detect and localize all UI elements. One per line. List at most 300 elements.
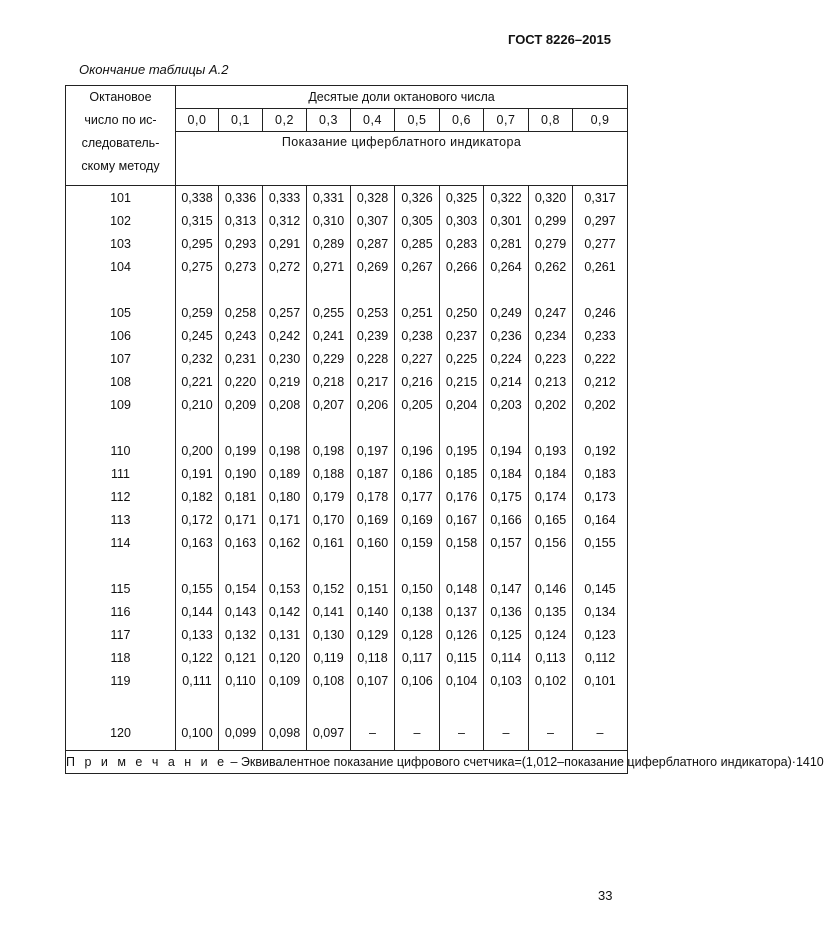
table-cell: 0,257	[263, 301, 307, 324]
table-cell: 0,190	[219, 462, 263, 485]
table-cell: 0,229	[307, 347, 351, 370]
table-cell: 0,326	[395, 186, 440, 210]
table-cell: 0,152	[307, 577, 351, 600]
table-cell: 0,275	[176, 255, 219, 278]
row-label: 120	[66, 715, 176, 751]
table-cell: 0,259	[176, 301, 219, 324]
table-cell: 0,184	[529, 462, 573, 485]
table-cell: 0,124	[529, 623, 573, 646]
spacer-cell	[351, 416, 395, 439]
table-cell: 0,100	[176, 715, 219, 751]
table-cell: 0,245	[176, 324, 219, 347]
column-header: 0,2	[263, 109, 307, 132]
spacer-cell	[66, 416, 176, 439]
table-row	[66, 324, 628, 347]
table-cell: 0,166	[484, 508, 529, 531]
table-row	[66, 393, 628, 416]
spacer-cell	[529, 278, 573, 301]
spacer-cell	[484, 692, 529, 715]
spacer-cell	[395, 554, 440, 577]
table-cell: 0,184	[484, 462, 529, 485]
table-cell: –	[440, 715, 484, 751]
table-cell: 0,186	[395, 462, 440, 485]
table-row	[66, 439, 628, 462]
table-cell: 0,107	[351, 669, 395, 692]
table-cell: 0,156	[529, 531, 573, 554]
table-cell: 0,205	[395, 393, 440, 416]
spacer-cell	[307, 692, 351, 715]
table-cell: 0,243	[219, 324, 263, 347]
table-cell: 0,220	[219, 370, 263, 393]
table-cell: 0,272	[263, 255, 307, 278]
table-cell: 0,222	[573, 347, 628, 370]
table-cell: 0,247	[529, 301, 573, 324]
table-cell: 0,322	[484, 186, 529, 210]
table-cell: 0,238	[395, 324, 440, 347]
table-cell: 0,223	[529, 347, 573, 370]
spacer-cell	[176, 692, 219, 715]
row-label: 105	[66, 301, 176, 324]
table-cell: 0,301	[484, 209, 529, 232]
table-row	[66, 232, 628, 255]
table-cell: 0,147	[484, 577, 529, 600]
table-row	[66, 669, 628, 692]
table-cell: 0,122	[176, 646, 219, 669]
spacer-cell	[395, 278, 440, 301]
table-cell: 0,217	[351, 370, 395, 393]
table-cell: 0,267	[395, 255, 440, 278]
column-header: 0,4	[351, 109, 395, 132]
table-cell: 0,195	[440, 439, 484, 462]
spacer-cell	[440, 278, 484, 301]
table-cell: 0,171	[219, 508, 263, 531]
table-row	[66, 508, 628, 531]
table-cell: 0,163	[219, 531, 263, 554]
row-label: 112	[66, 485, 176, 508]
row-label: 103	[66, 232, 176, 255]
table-cell: 0,172	[176, 508, 219, 531]
table-cell: 0,135	[529, 600, 573, 623]
table-cell: 0,233	[573, 324, 628, 347]
table-cell: 0,303	[440, 209, 484, 232]
column-header: 0,1	[219, 109, 263, 132]
table-cell: 0,160	[351, 531, 395, 554]
column-header: 0,7	[484, 109, 529, 132]
spacer-cell	[529, 554, 573, 577]
sub-header: Показание циферблатного индикатора	[176, 132, 628, 186]
table-cell: 0,196	[395, 439, 440, 462]
table-cell: 0,176	[440, 485, 484, 508]
table-cell: 0,099	[219, 715, 263, 751]
table-row	[66, 209, 628, 232]
table-row	[66, 186, 628, 210]
table-cell: –	[573, 715, 628, 751]
page-number: 33	[598, 888, 613, 903]
table-cell: –	[484, 715, 529, 751]
table-cell: 0,271	[307, 255, 351, 278]
table-row	[66, 646, 628, 669]
table-cell: 0,241	[307, 324, 351, 347]
table-cell: 0,134	[573, 600, 628, 623]
table-cell: 0,102	[529, 669, 573, 692]
table-row	[66, 715, 628, 751]
table-cell: 0,194	[484, 439, 529, 462]
table-cell: 0,150	[395, 577, 440, 600]
row-label: 116	[66, 600, 176, 623]
table-cell: 0,137	[440, 600, 484, 623]
table-cell: 0,336	[219, 186, 263, 210]
table-cell: 0,154	[219, 577, 263, 600]
table-cell: 0,230	[263, 347, 307, 370]
table-cell: 0,315	[176, 209, 219, 232]
table-cell: 0,193	[529, 439, 573, 462]
table-cell: 0,269	[351, 255, 395, 278]
table-cell: 0,104	[440, 669, 484, 692]
table-cell: 0,277	[573, 232, 628, 255]
table-cell: 0,206	[351, 393, 395, 416]
table-cell: 0,328	[351, 186, 395, 210]
column-header: 0,5	[395, 109, 440, 132]
table-cell: 0,163	[176, 531, 219, 554]
table-cell: 0,212	[573, 370, 628, 393]
standard-designation: ГОСТ 8226–2015	[508, 32, 611, 47]
table-cell: 0,234	[529, 324, 573, 347]
spacer-row	[66, 278, 628, 301]
table-cell: 0,145	[573, 577, 628, 600]
table-cell: 0,170	[307, 508, 351, 531]
table-cell: 0,180	[263, 485, 307, 508]
table-cell: 0,293	[219, 232, 263, 255]
table-row	[66, 623, 628, 646]
table-cell: 0,192	[573, 439, 628, 462]
table-cell: 0,151	[351, 577, 395, 600]
table-cell: 0,307	[351, 209, 395, 232]
spacer-row	[66, 416, 628, 439]
stub-header	[66, 86, 176, 186]
table-cell: 0,200	[176, 439, 219, 462]
table-cell: 0,218	[307, 370, 351, 393]
spacer-cell	[66, 692, 176, 715]
table-cell: 0,295	[176, 232, 219, 255]
table-cell: 0,112	[573, 646, 628, 669]
table-cell: 0,126	[440, 623, 484, 646]
spacer-cell	[176, 554, 219, 577]
row-label: 102	[66, 209, 176, 232]
table-row	[66, 301, 628, 324]
table-cell: 0,202	[529, 393, 573, 416]
table-cell: 0,101	[573, 669, 628, 692]
table-cell: 0,136	[484, 600, 529, 623]
table-cell: 0,214	[484, 370, 529, 393]
table-cell: 0,115	[440, 646, 484, 669]
table-cell: –	[351, 715, 395, 751]
row-label: 109	[66, 393, 176, 416]
table-cell: 0,209	[219, 393, 263, 416]
spacer-cell	[219, 278, 263, 301]
column-header: 0,9	[573, 109, 628, 132]
table-cell: –	[529, 715, 573, 751]
table-cell: 0,297	[573, 209, 628, 232]
table-cell: 0,232	[176, 347, 219, 370]
table-cell: 0,204	[440, 393, 484, 416]
table-cell: 0,153	[263, 577, 307, 600]
table-cell: 0,258	[219, 301, 263, 324]
table-cell: 0,215	[440, 370, 484, 393]
table-cell: 0,155	[176, 577, 219, 600]
row-label: 119	[66, 669, 176, 692]
table-cell: 0,279	[529, 232, 573, 255]
table-cell: 0,143	[219, 600, 263, 623]
table-cell: 0,130	[307, 623, 351, 646]
table-cell: 0,142	[263, 600, 307, 623]
spacer-cell	[263, 692, 307, 715]
note-text: – Эквивалентное показание цифрового счетчика=(1,012–показание циферблатного индикатора)·1410	[227, 755, 824, 769]
table-cell: 0,182	[176, 485, 219, 508]
table-cell: 0,128	[395, 623, 440, 646]
spacer-cell	[529, 416, 573, 439]
table-cell: 0,123	[573, 623, 628, 646]
table-cell: 0,157	[484, 531, 529, 554]
table-cell: 0,325	[440, 186, 484, 210]
spacer-cell	[440, 416, 484, 439]
table-note	[66, 751, 824, 774]
table-cell: 0,097	[307, 715, 351, 751]
table-cell: 0,287	[351, 232, 395, 255]
table-cell: 0,210	[176, 393, 219, 416]
table-cell: 0,183	[573, 462, 628, 485]
table-cell: 0,103	[484, 669, 529, 692]
table-cell: 0,174	[529, 485, 573, 508]
table-cell: 0,106	[395, 669, 440, 692]
table-cell: 0,132	[219, 623, 263, 646]
row-label: 111	[66, 462, 176, 485]
row-label: 104	[66, 255, 176, 278]
table-cell: 0,219	[263, 370, 307, 393]
table-cell: 0,262	[529, 255, 573, 278]
spacer-cell	[263, 278, 307, 301]
table-cell: 0,273	[219, 255, 263, 278]
table-cell: 0,313	[219, 209, 263, 232]
spacer-cell	[529, 692, 573, 715]
row-label: 114	[66, 531, 176, 554]
spacer-cell	[351, 554, 395, 577]
row-label: 117	[66, 623, 176, 646]
spacer-cell	[573, 416, 628, 439]
table-cell: 0,338	[176, 186, 219, 210]
table-cell: 0,255	[307, 301, 351, 324]
spacer-row	[66, 554, 628, 577]
spacer-cell	[484, 416, 529, 439]
spacer-cell	[219, 554, 263, 577]
table-cell: 0,237	[440, 324, 484, 347]
table-cell: 0,148	[440, 577, 484, 600]
table-cell: 0,203	[484, 393, 529, 416]
table-cell: 0,188	[307, 462, 351, 485]
table-cell: 0,187	[351, 462, 395, 485]
spacer-cell	[395, 692, 440, 715]
table-row	[66, 577, 628, 600]
table-cell: 0,167	[440, 508, 484, 531]
table-cell: 0,119	[307, 646, 351, 669]
table-cell: 0,249	[484, 301, 529, 324]
table-cell: 0,208	[263, 393, 307, 416]
table-cell: 0,216	[395, 370, 440, 393]
row-label: 110	[66, 439, 176, 462]
table-cell: 0,171	[263, 508, 307, 531]
spacer-cell	[263, 554, 307, 577]
row-label: 108	[66, 370, 176, 393]
spacer-cell	[219, 416, 263, 439]
spacer-cell	[351, 278, 395, 301]
table-cell: 0,146	[529, 577, 573, 600]
table-cell: 0,231	[219, 347, 263, 370]
table-cell: 0,225	[440, 347, 484, 370]
table-cell: 0,161	[307, 531, 351, 554]
table-cell: 0,189	[263, 462, 307, 485]
table-cell: 0,179	[307, 485, 351, 508]
table-cell: 0,118	[351, 646, 395, 669]
table-cell: 0,333	[263, 186, 307, 210]
table-cell: 0,181	[219, 485, 263, 508]
table-cell: 0,140	[351, 600, 395, 623]
table-cell: 0,253	[351, 301, 395, 324]
table-cell: 0,199	[219, 439, 263, 462]
table-cell: 0,227	[395, 347, 440, 370]
table-cell: 0,242	[263, 324, 307, 347]
table-cell: 0,285	[395, 232, 440, 255]
table-cell: 0,207	[307, 393, 351, 416]
column-header: 0,8	[529, 109, 573, 132]
table-cell: 0,239	[351, 324, 395, 347]
spacer-cell	[66, 554, 176, 577]
spacer-cell	[307, 278, 351, 301]
table-cell: 0,125	[484, 623, 529, 646]
table-cell: 0,264	[484, 255, 529, 278]
table-cell: 0,159	[395, 531, 440, 554]
table-cell: 0,283	[440, 232, 484, 255]
table-cell: 0,133	[176, 623, 219, 646]
stub-line: скому методу	[81, 159, 160, 173]
table-caption: Окончание таблицы А.2	[79, 62, 229, 77]
table-cell: 0,198	[307, 439, 351, 462]
table-cell: 0,310	[307, 209, 351, 232]
column-header: 0,3	[307, 109, 351, 132]
table-cell: 0,169	[351, 508, 395, 531]
stub-line: Октановое	[89, 90, 152, 104]
table-cell: 0,202	[573, 393, 628, 416]
column-header: 0,6	[440, 109, 484, 132]
table-cell: 0,266	[440, 255, 484, 278]
table-cell: 0,121	[219, 646, 263, 669]
table-cell: 0,251	[395, 301, 440, 324]
stub-line: число по ис-	[84, 113, 157, 127]
table-cell: 0,305	[395, 209, 440, 232]
spacer-cell	[176, 416, 219, 439]
table-cell: 0,299	[529, 209, 573, 232]
table-cell: 0,197	[351, 439, 395, 462]
group-header: Десятые доли октанового числа	[176, 86, 628, 109]
table-cell: 0,224	[484, 347, 529, 370]
table-cell: 0,120	[263, 646, 307, 669]
table-cell: 0,236	[484, 324, 529, 347]
octane-table	[65, 85, 824, 774]
table-cell: 0,165	[529, 508, 573, 531]
spacer-cell	[219, 692, 263, 715]
note-prefix: П р и м е ч а н и е	[66, 755, 228, 769]
table-cell: 0,108	[307, 669, 351, 692]
spacer-cell	[263, 416, 307, 439]
spacer-cell	[573, 554, 628, 577]
table-cell: 0,110	[219, 669, 263, 692]
table-cell: 0,191	[176, 462, 219, 485]
table-cell: 0,250	[440, 301, 484, 324]
table-cell: 0,164	[573, 508, 628, 531]
row-label: 113	[66, 508, 176, 531]
table-cell: 0,185	[440, 462, 484, 485]
table-cell: 0,281	[484, 232, 529, 255]
table-cell: 0,261	[573, 255, 628, 278]
table-row	[66, 600, 628, 623]
table-cell: 0,117	[395, 646, 440, 669]
table-cell: 0,246	[573, 301, 628, 324]
table-cell: –	[395, 715, 440, 751]
row-label: 115	[66, 577, 176, 600]
table-cell: 0,138	[395, 600, 440, 623]
table-cell: 0,331	[307, 186, 351, 210]
table-cell: 0,114	[484, 646, 529, 669]
table-cell: 0,317	[573, 186, 628, 210]
spacer-row	[66, 692, 628, 715]
table-row	[66, 255, 628, 278]
table-cell: 0,198	[263, 439, 307, 462]
table-cell: 0,291	[263, 232, 307, 255]
table-row	[66, 462, 628, 485]
table-cell: 0,169	[395, 508, 440, 531]
row-label: 101	[66, 186, 176, 210]
spacer-cell	[484, 554, 529, 577]
table-cell: 0,228	[351, 347, 395, 370]
spacer-cell	[351, 692, 395, 715]
table-cell: 0,221	[176, 370, 219, 393]
row-label: 118	[66, 646, 176, 669]
table-cell: 0,175	[484, 485, 529, 508]
table-cell: 0,178	[351, 485, 395, 508]
table-row	[66, 531, 628, 554]
table-cell: 0,109	[263, 669, 307, 692]
table-cell: 0,155	[573, 531, 628, 554]
table-cell: 0,098	[263, 715, 307, 751]
spacer-cell	[484, 278, 529, 301]
spacer-cell	[440, 692, 484, 715]
table-cell: 0,320	[529, 186, 573, 210]
spacer-cell	[395, 416, 440, 439]
spacer-cell	[573, 692, 628, 715]
column-header: 0,0	[176, 109, 219, 132]
table-cell: 0,111	[176, 669, 219, 692]
table-cell: 0,144	[176, 600, 219, 623]
table-cell: 0,113	[529, 646, 573, 669]
table-cell: 0,289	[307, 232, 351, 255]
table-cell: 0,158	[440, 531, 484, 554]
spacer-cell	[440, 554, 484, 577]
stub-line: следователь-	[81, 136, 160, 150]
table-cell: 0,131	[263, 623, 307, 646]
spacer-cell	[176, 278, 219, 301]
spacer-cell	[573, 278, 628, 301]
table-row	[66, 370, 628, 393]
table-row	[66, 347, 628, 370]
table-row	[66, 485, 628, 508]
